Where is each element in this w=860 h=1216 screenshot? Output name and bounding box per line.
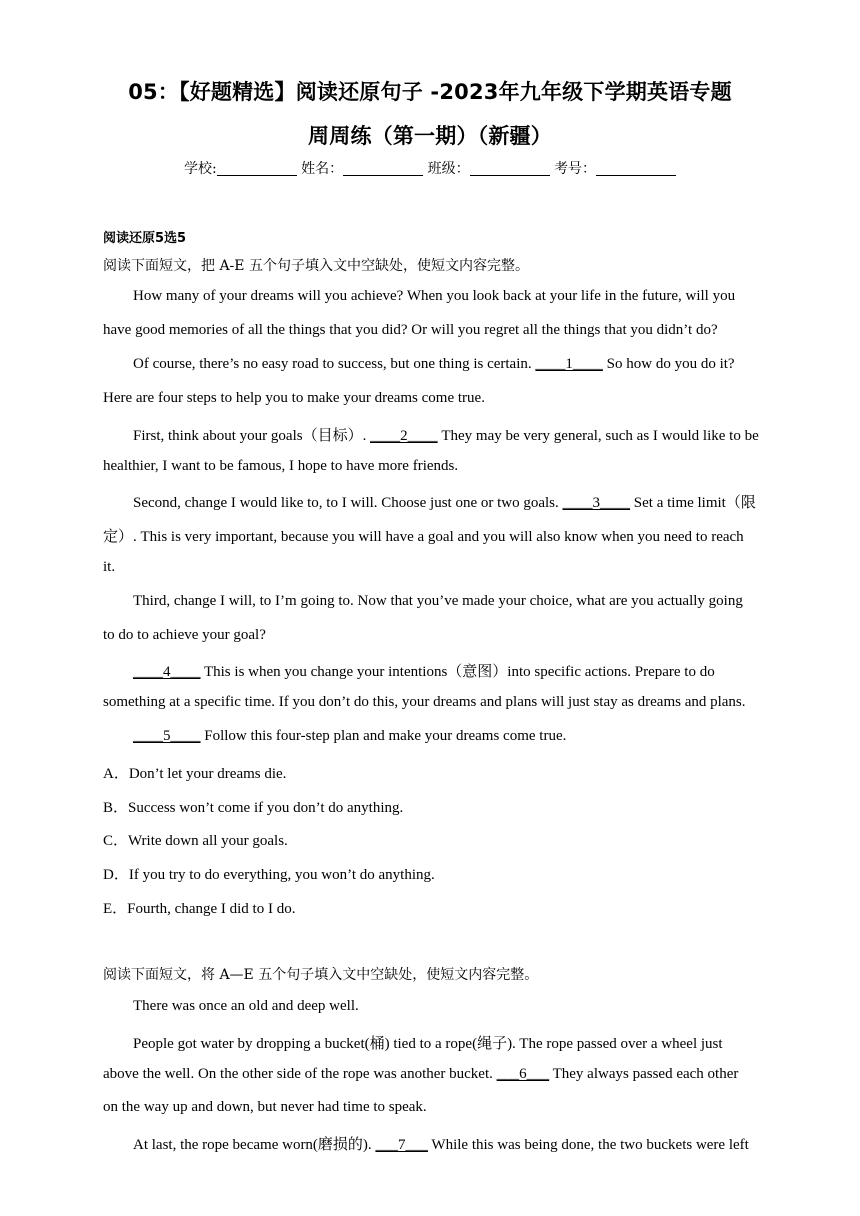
passage2-text: People got water by dropping a bucket(桶) tied to a rope(绳子). The rope passed over a wheel just xyxy=(133,1036,723,1052)
student-info-row xyxy=(0,158,860,178)
school-blank[interactable] xyxy=(217,161,297,176)
passage1-text xyxy=(133,356,735,373)
text-segment: At last, the rope became worn(磨损的). xyxy=(133,1137,376,1153)
passage2-text xyxy=(133,1133,749,1154)
text-segment: They may be very general, such as I would like to be xyxy=(437,428,759,444)
text-segment: Follow this four-step plan and make your dreams come true. xyxy=(200,728,567,744)
blank-6[interactable]: ___6___ xyxy=(496,1066,550,1082)
passage2-text: on the way up and down, but never had time to speak. xyxy=(103,1099,427,1115)
option-b: B．Success won’t come if you don’t do anything. xyxy=(103,800,404,816)
blank-5[interactable]: ____5____ xyxy=(133,728,201,744)
blank-7[interactable]: ___7___ xyxy=(375,1137,428,1153)
name-label: 姓名： xyxy=(301,161,344,177)
blank-2[interactable]: ____2____ xyxy=(370,428,438,444)
section-heading: 阅读还原5选5 xyxy=(103,231,187,246)
text-segment: They always passed each other xyxy=(549,1066,739,1082)
page-title-line2: 周周练（第一期）（新疆） xyxy=(308,124,552,148)
passage1-text: 定）. This is very important, because you will have a goal and you will also know when you need to reach xyxy=(103,529,744,545)
option-d: D．If you try to do everything, you won’t do anything. xyxy=(103,867,435,883)
passage1-text: something at a specific time. If you don’t do this, your dreams and plans will just stay as dreams and plans. xyxy=(103,694,746,710)
option-e: E．Fourth, change I did to I do. xyxy=(103,901,296,917)
text-segment: This is when you change your intentions（意图）into specific actions. Prepare to do xyxy=(200,664,715,680)
passage2-text xyxy=(103,1066,738,1083)
option-a: A．Don’t let your dreams die. xyxy=(103,766,287,782)
passage1-instruction: 阅读下面短文，把 A-E 五个句子填入文中空缺处，使短文内容完整。 xyxy=(103,258,529,274)
exam-no-label: 考号： xyxy=(554,161,597,177)
passage1-text: Third, change I will, to I’m going to. Now that you’ve made your choice, what are you actually going xyxy=(133,593,743,609)
text-segment: While this was being done, the two buckets were left xyxy=(427,1137,749,1153)
passage1-text: healthier, I want to be famous, I hope to have more friends. xyxy=(103,458,459,474)
passage2-instruction: 阅读下面短文，将 A—E 五个句子填入文中空缺处，使短文内容完整。 xyxy=(103,967,539,983)
exam-no-blank[interactable] xyxy=(596,161,676,176)
text-segment: above the well. On the other side of the rope was another bucket. xyxy=(103,1066,497,1082)
name-blank[interactable] xyxy=(343,161,423,176)
passage1-text: to do to achieve your goal? xyxy=(103,627,266,643)
blank-3[interactable]: ____3____ xyxy=(562,495,631,511)
page-title-line1: 05：【好题精选】阅读还原句子 -2023年九年级下学期英语专题 xyxy=(128,80,732,104)
passage1-text xyxy=(133,491,756,512)
passage1-text xyxy=(133,728,566,745)
passage1-text: How many of your dreams will you achieve? When you look back at your life in the future, will you xyxy=(133,288,736,304)
option-c: C．Write down all your goals. xyxy=(103,833,288,849)
text-segment: Second, change I would like to, to I will. Choose just one or two goals. xyxy=(133,495,563,511)
text-segment: Of course, there’s no easy road to success, but one thing is certain. xyxy=(133,356,536,372)
text-segment: So how do you do it? xyxy=(602,356,735,372)
school-label: 学校: xyxy=(183,161,217,177)
text-segment: First, think about your goals（目标）. xyxy=(133,428,371,444)
passage1-text: it. xyxy=(103,559,116,575)
passage1-text: Here are four steps to help you to make your dreams come true. xyxy=(103,390,485,406)
passage2-text: There was once an old and deep well. xyxy=(133,998,359,1014)
class-label: 班级： xyxy=(427,161,470,177)
text-segment: Set a time limit（限 xyxy=(630,495,756,511)
passage1-text: have good memories of all the things that you did? Or will you regret all the things that you didn’t do? xyxy=(103,322,718,338)
blank-4[interactable]: ____4____ xyxy=(133,664,201,680)
passage1-text xyxy=(133,660,715,681)
class-blank[interactable] xyxy=(470,161,550,176)
passage1-text xyxy=(133,424,759,445)
blank-1[interactable]: ____1____ xyxy=(535,356,603,372)
